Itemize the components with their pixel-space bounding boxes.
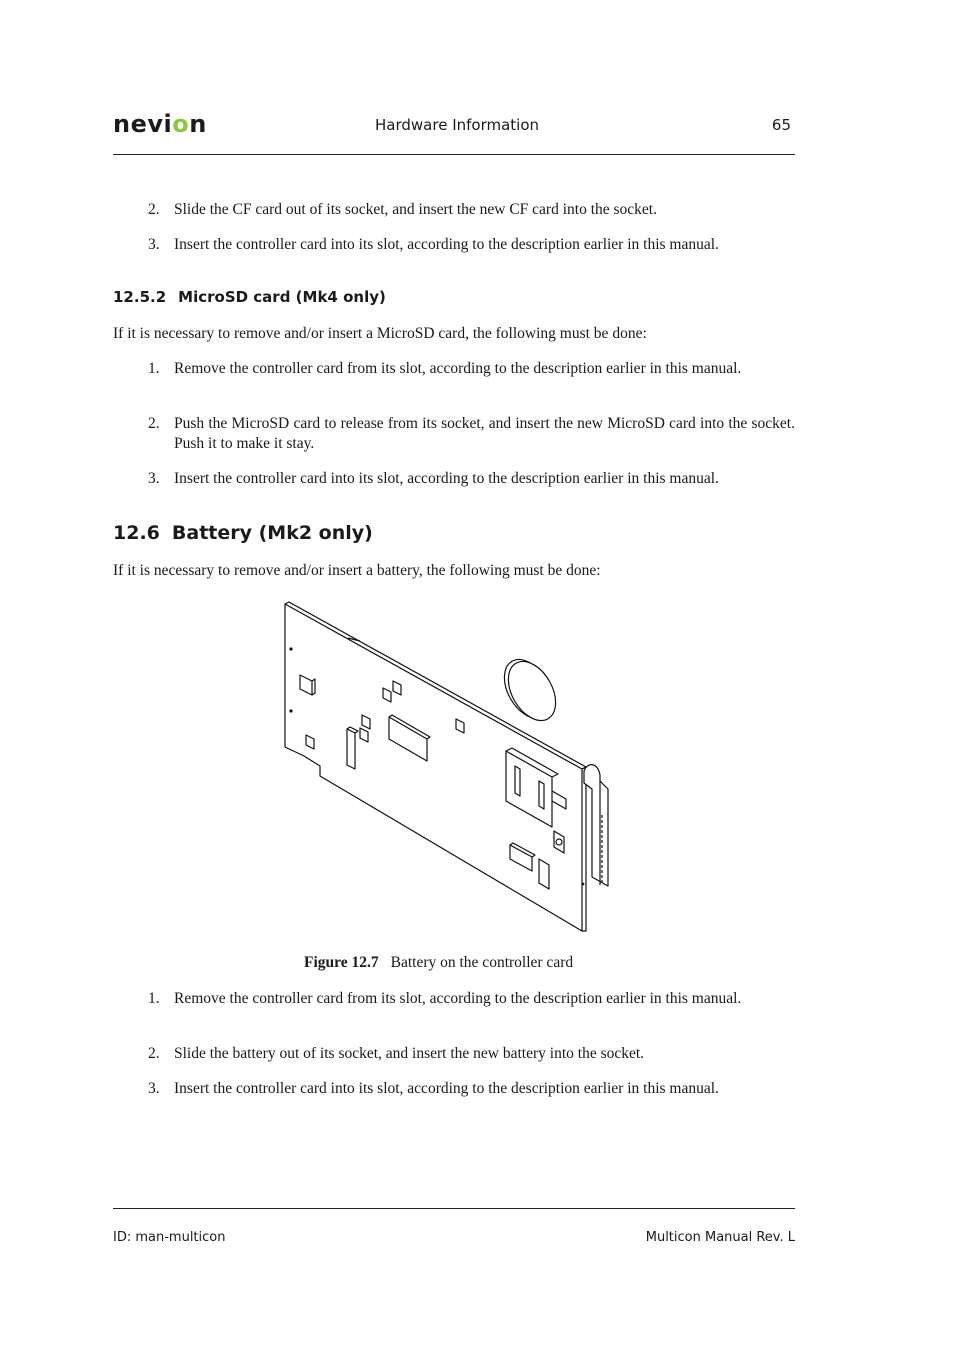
list-number: 2. bbox=[148, 201, 160, 218]
manual-revision: Multicon Manual Rev. L bbox=[645, 1230, 795, 1245]
list-text: Remove the controller card from its slot, according to the description earlier in this manual. bbox=[174, 360, 742, 377]
battery-intro: If it is necessary to remove and/or insert a battery, the following must be done: bbox=[113, 562, 601, 579]
list-text: Insert the controller card into its slot, according to the description earlier in this manual. bbox=[174, 236, 719, 253]
list-text: Insert the controller card into its slot, according to the description earlier in this manual. bbox=[174, 1080, 719, 1097]
list-number: 3. bbox=[148, 236, 160, 253]
document-id: ID: man-multicon bbox=[113, 1230, 226, 1245]
list-text: Slide the battery out of its socket, and insert the new battery into the socket. bbox=[174, 1045, 645, 1062]
page-header bbox=[113, 108, 795, 154]
list-text: Insert the controller card into its slot, according to the description earlier in this manual. bbox=[174, 470, 719, 487]
section-heading-battery bbox=[113, 522, 373, 544]
list-number: 3. bbox=[148, 470, 160, 487]
list-text: Push the MicroSD card to release from its socket, and insert the new MicroSD card into the socket. Push it to make it stay. bbox=[174, 415, 795, 452]
list-item bbox=[148, 200, 795, 220]
list-item bbox=[148, 1044, 795, 1064]
header-rule bbox=[113, 154, 795, 155]
running-title: Hardware Information bbox=[375, 116, 540, 134]
list-number: 2. bbox=[148, 415, 160, 432]
controller-card-drawing bbox=[282, 601, 614, 939]
list-text: Slide the CF card out of its socket, and insert the new CF card into the socket. bbox=[174, 201, 657, 218]
figure-label: Figure 12.7 bbox=[304, 954, 379, 971]
section-number: 12.5.2 bbox=[113, 288, 167, 306]
list-number: 1. bbox=[148, 360, 160, 377]
list-number: 1. bbox=[148, 990, 160, 1007]
list-item bbox=[148, 1079, 795, 1099]
figure-caption bbox=[304, 954, 573, 972]
section-heading-microsd bbox=[113, 288, 386, 306]
footer-rule bbox=[113, 1208, 795, 1209]
page-number: 65 bbox=[771, 116, 791, 134]
figure-caption-text: Battery on the controller card bbox=[390, 954, 574, 971]
list-number: 2. bbox=[148, 1045, 160, 1062]
list-item bbox=[148, 414, 795, 454]
nevion-logo: nevion bbox=[113, 110, 207, 138]
list-number: 3. bbox=[148, 1080, 160, 1097]
list-item bbox=[148, 359, 795, 379]
list-item bbox=[148, 235, 795, 255]
microsd-intro: If it is necessary to remove and/or insert a MicroSD card, the following must be done: bbox=[113, 325, 647, 342]
controller-card-figure bbox=[282, 601, 614, 939]
list-text: Remove the controller card from its slot, according to the description earlier in this manual. bbox=[174, 990, 742, 1007]
list-item bbox=[148, 989, 795, 1009]
section-title: MicroSD card (Mk4 only) bbox=[178, 288, 386, 306]
section-number: 12.6 bbox=[113, 522, 160, 544]
list-item bbox=[148, 469, 795, 489]
section-title: Battery (Mk2 only) bbox=[171, 522, 373, 544]
